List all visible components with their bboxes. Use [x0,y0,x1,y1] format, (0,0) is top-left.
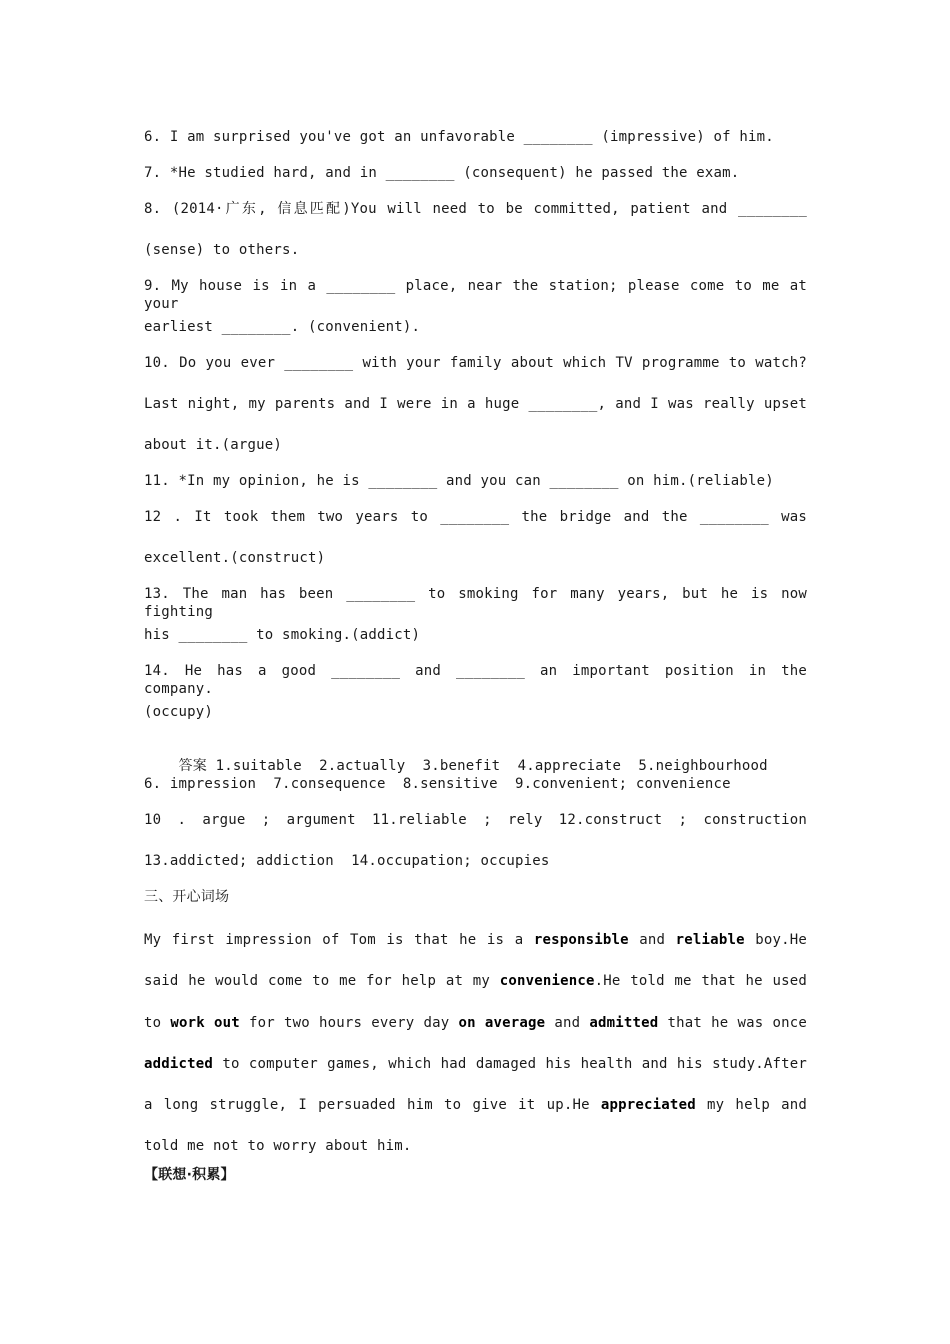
passage-text: my help and told me not to worry about him. [144,1097,808,1155]
footer-heading: 【联想·积累】 [144,1167,235,1183]
passage-text: My first impression of Tom is that he is a [144,932,534,948]
exercise-6: 6. I am surprised you've got an unfavorable ________ (impressive) of him. [144,129,774,145]
exercise-14-line-1: 14. He has a good ________ and ________ an important position in the company. [144,663,807,697]
exercise-12-line-2: excellent.(construct) [144,550,326,566]
passage-keyword: work out [170,1014,240,1031]
exercise-12-line-1: 12 . It took them two years to ________ the bridge and the ________ was [144,509,807,525]
passage-keyword: addicted [144,1055,214,1072]
exercise-9-line-1: 9. My house is in a ________ place, near the station; please come to me at your [144,278,807,312]
passage [144,920,807,1168]
passage-text: boy.He said he would come to me for help at my [144,932,807,990]
exercise-11: 11. *In my opinion, he is ________ and you can ________ on him.(reliable) [144,473,774,489]
exercise-10-line-3: about it.(argue) [144,437,283,453]
passage-keyword: convenience [499,973,595,990]
section-title: 三、开心词场 [144,889,230,905]
exercise-14-line-2: (occupy) [144,704,214,720]
answers-line-3: 10 . argue ; argument 11.reliable ; rely 12.construct ; construction [144,812,807,828]
answers-text-1: 1.suitable 2.actually 3.benefit 4.appreciate 5.neighbourhood [215,758,768,774]
passage-keyword: appreciated [600,1097,696,1114]
exercise-9-line-2: earliest ________. (convenient). [144,319,421,335]
passage-text: and [628,932,676,948]
passage-text: and [545,1014,590,1031]
answers-line-2: 6. impression 7.consequence 8.sensitive 9.convenient; convenience [144,776,731,792]
passage-text: to computer games, which had damaged his health and his study.After a long struggle, I persuaded him to give it up.He [144,1055,807,1114]
passage-keyword: on average [458,1014,546,1031]
exercise-8-line-1: 8. (2014·广东, 信息匹配)You will need to be committed, patient and ________ [144,201,807,217]
passage-keyword: reliable [675,932,745,948]
exercise-10-line-1: 10. Do you ever ________ with your family about which TV programme to watch? [144,355,807,371]
exercise-13-line-1: 13. The man has been ________ to smoking for many years, but he is now fighting [144,586,807,620]
exercise-10-line-2: Last night, my parents and I were in a huge ________, and I was really upset [144,396,807,412]
exercise-7: 7. *He studied hard, and in ________ (consequent) he passed the exam. [144,165,740,181]
exercise-13-line-2: his ________ to smoking.(addict) [144,627,421,643]
passage-keyword: admitted [589,1014,659,1031]
answers-label: 答案 [178,758,207,774]
answers-line-4: 13.addicted; addiction 14.occupation; occupies [144,853,550,869]
passage-text: .He told me that he used to [144,973,807,1031]
passage-text: that he was once [658,1014,807,1031]
passage-keyword: responsible [533,932,629,948]
exercise-8-line-2: (sense) to others. [144,242,300,258]
passage-text: for two hours every day [239,1014,459,1031]
